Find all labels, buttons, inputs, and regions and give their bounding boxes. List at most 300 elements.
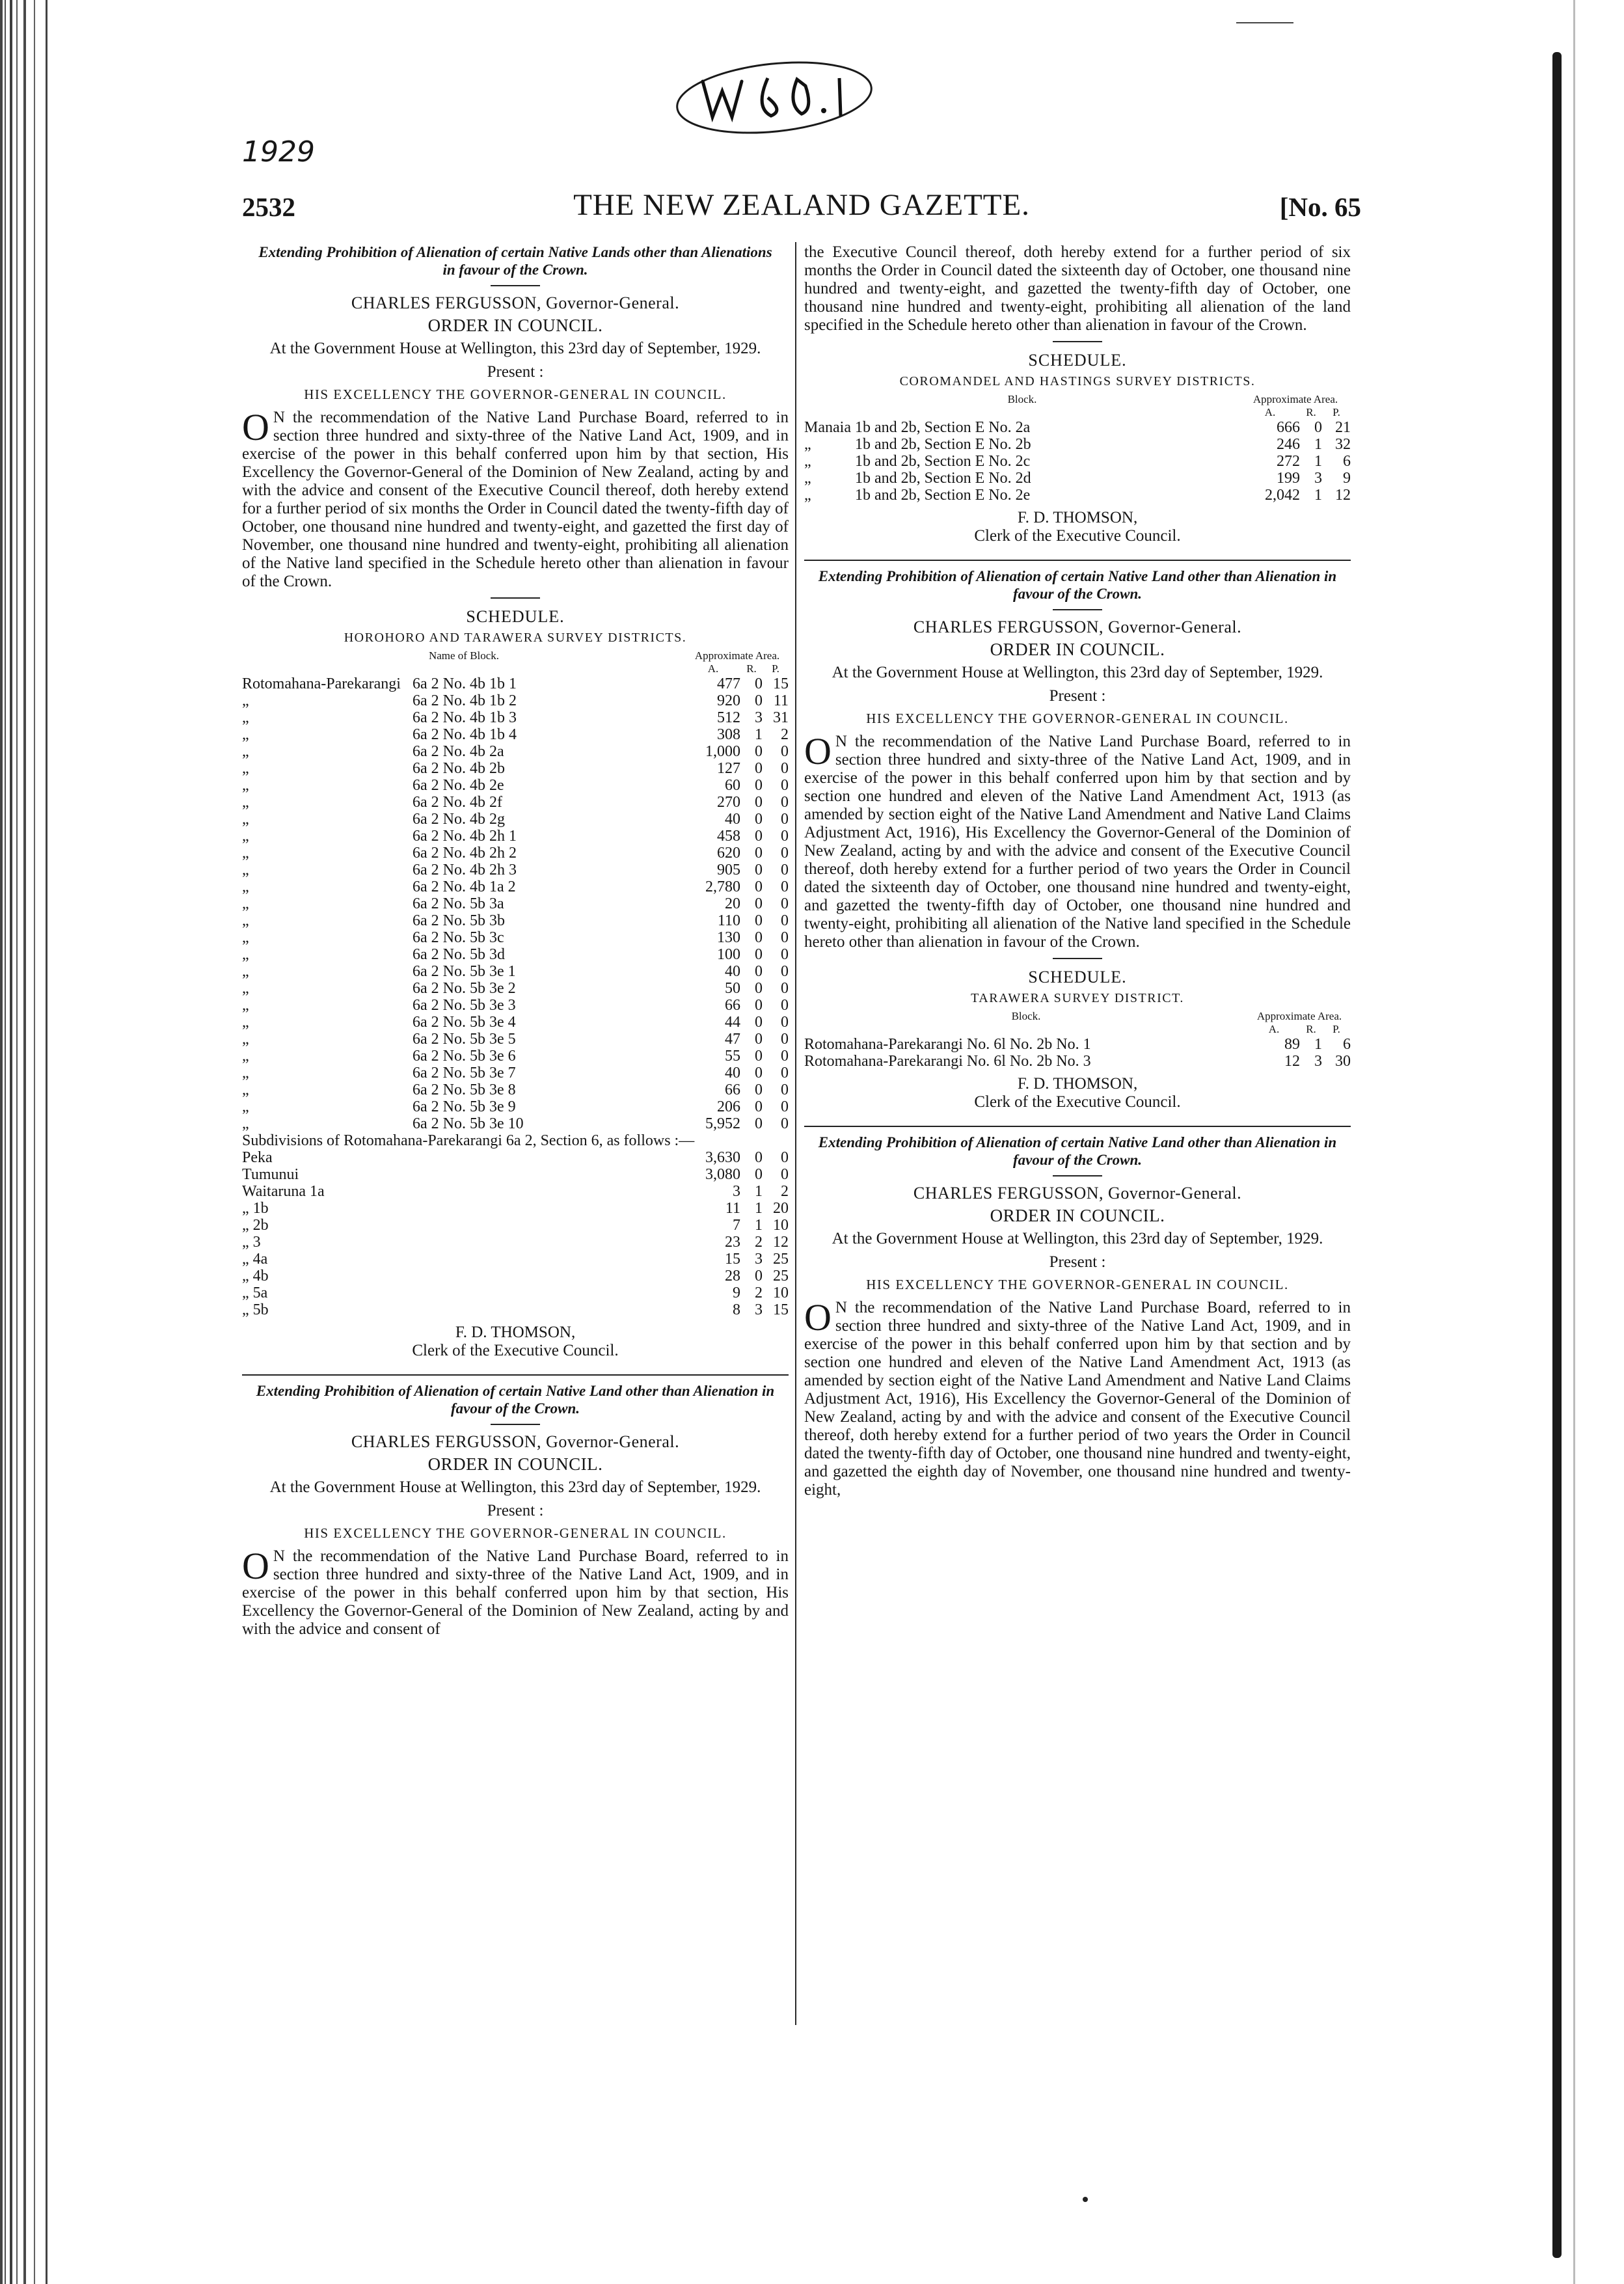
present-label: Present : [1049,687,1106,705]
area-roods: 3 [1314,1053,1322,1070]
place-date: At the Government House at Wellington, this 23rd day of September, 1929. [832,664,1323,681]
area-acres: 40 [725,811,740,828]
table-row [242,794,789,811]
short-rule [1053,609,1102,610]
area-roods: 0 [755,675,763,692]
col-header-area: Approximate Area. [1252,393,1338,405]
area-roods: 1 [755,1217,763,1234]
council-line: HIS EXCELLENCY THE GOVERNOR-GENERAL IN COUNCIL. [866,711,1289,726]
page-header [242,187,1361,229]
schedule-table [804,393,1351,504]
table-row [242,777,789,794]
table-row [242,1166,789,1183]
block-number: 6a 2 No. 5b 3e 6 [413,1048,516,1065]
scan-right-edge [1539,0,1598,2284]
table-row [242,878,789,895]
block-name: „ [242,1031,249,1048]
drop-cap: O [804,730,832,772]
block-name: „ 4b [242,1268,269,1285]
area-roods: 0 [755,1048,763,1065]
notice-body [242,1547,789,1638]
unit-perches: P. [1333,406,1340,418]
left-column [242,243,789,1638]
area-perches: 0 [781,980,789,997]
signer-title: Clerk of the Executive Council. [974,527,1181,545]
area-perches: 21 [1335,419,1351,436]
table-row [242,1081,789,1098]
table-row [242,760,789,777]
block-name: „ [242,794,249,811]
block-number: 6a 2 No. 4b 2a [413,743,504,760]
block-name: „ [242,760,249,777]
signer-name: F. D. THOMSON, [455,1324,576,1341]
notice-heading: Extending Prohibition of Alienation of certain Native Land other than Alienation in favour of the Crown. [818,1134,1337,1168]
area-roods: 0 [755,980,763,997]
handwritten-stamp [657,46,891,143]
block-number: 6a 2 No. 5b 3e 2 [413,980,516,997]
table-units [804,1023,1351,1036]
area-roods: 0 [755,1098,763,1115]
table-units [804,406,1351,419]
table-row [242,743,789,760]
area-perches: 9 [1343,470,1351,487]
stray-dot [1083,2197,1088,2202]
table-row [242,963,789,980]
area-roods: 0 [755,862,763,878]
area-roods: 0 [755,929,763,946]
area-perches: 0 [781,1048,789,1065]
area-acres: 5,952 [705,1115,740,1132]
area-roods: 0 [755,895,763,912]
place-date: At the Government House at Wellington, this 23rd day of September, 1929. [832,1230,1323,1247]
block-number: 6a 2 No. 5b 3e 5 [413,1031,516,1048]
table-row [242,1234,789,1251]
col-header-block: Block. [1007,393,1037,405]
area-perches: 0 [781,794,789,811]
area-perches: 30 [1335,1053,1351,1070]
area-perches: 25 [773,1268,789,1285]
block-number: 6a 2 No. 4b 1b 1 [413,675,517,692]
block-number: 1b and 2b, Section E No. 2d [855,470,1031,487]
block-number: 6a 2 No. 4b 1b 3 [413,709,517,726]
area-acres: 47 [725,1031,740,1048]
area-acres: 55 [725,1048,740,1065]
area-acres: 246 [1277,436,1300,453]
area-perches: 0 [781,760,789,777]
notice-body-text: N the recommendation of the Native Land Purchase Board, referred to in section three hundred and sixty-three of the Native Land Act, 1909, and in exercise of the power in this behalf conferred upon him by that section and by section one hundred and eleven of the Native Land Amendment Act, 1913 (as amended by section eight of the Native Land Amendment and Native Land Claims Adjustment Act, 1916), His Excellency the Governor-General of the Dominion of New Zealand, acting by and with the advice and consent of the Executive Council thereof, doth hereby extend for a further period of two years the Order in Council dated the twenty-fifth day of October, one thousand nine hundred and twenty-eight, and gazetted the eighth day of November, one thousand nine hundred and twenty-eight, [804,1299,1351,1499]
area-perches: 15 [773,1301,789,1318]
area-acres: 3,630 [705,1149,740,1166]
area-perches: 0 [781,895,789,912]
block-name: „ [242,1081,249,1098]
block-name: „ [242,743,249,760]
unit-roods: R. [1306,1023,1316,1035]
area-roods: 0 [755,811,763,828]
area-acres: 308 [717,726,740,743]
area-roods: 0 [755,828,763,845]
area-roods: 0 [755,1065,763,1081]
block-name: „ [804,436,811,453]
area-acres: 44 [725,1014,740,1031]
table-row [242,726,789,743]
table-units [242,662,789,675]
area-perches: 32 [1335,436,1351,453]
area-acres: 458 [717,828,740,845]
survey-district: COROMANDEL AND HASTINGS SURVEY DISTRICTS. [899,374,1256,388]
notice-body [804,730,1351,951]
short-rule [491,1424,540,1425]
area-roods: 0 [755,1115,763,1132]
area-perches: 31 [773,709,789,726]
signer-name: F. D. THOMSON, [1017,509,1138,526]
block-name: „ [242,997,249,1014]
table-row [242,929,789,946]
area-perches: 2 [781,1183,789,1200]
council-line: HIS EXCELLENCY THE GOVERNOR-GENERAL IN COUNCIL. [304,1525,727,1541]
area-roods: 1 [755,1200,763,1217]
block-name: Rotomahana-Parekarangi No. 6l No. 2b No. 3 [804,1053,1091,1070]
area-perches: 0 [781,997,789,1014]
area-roods: 0 [755,1268,763,1285]
present-label: Present : [1049,1253,1106,1271]
area-acres: 20 [725,895,740,912]
block-name: Tumunui [242,1166,299,1183]
block-number: 6a 2 No. 5b 3e 3 [413,997,516,1014]
area-roods: 0 [755,878,763,895]
table-row [242,1217,789,1234]
area-acres: 127 [717,760,740,777]
signer-name: F. D. THOMSON, [1017,1075,1138,1093]
block-name: „ [242,878,249,895]
block-name: „ [804,487,811,504]
area-perches: 12 [1335,487,1351,504]
long-rule [242,1374,789,1376]
block-number: 6a 2 No. 4b 2h 2 [413,845,517,862]
area-acres: 66 [725,997,740,1014]
area-roods: 0 [755,1031,763,1048]
table-row [242,980,789,997]
governor-line: CHARLES FERGUSSON, Governor-General. [913,618,1242,636]
survey-district: HOROHORO AND TARAWERA SURVEY DISTRICTS. [344,631,687,645]
area-acres: 1,000 [705,743,740,760]
block-number: 1b and 2b, Section E No. 2e [855,487,1031,504]
area-roods: 1 [755,726,763,743]
table-row [242,1183,789,1200]
area-acres: 40 [725,1065,740,1081]
table-row [804,1053,1351,1070]
governor-line: CHARLES FERGUSSON, Governor-General. [351,1432,680,1451]
area-perches: 12 [773,1234,789,1251]
table-row [242,1065,789,1081]
notice-body [242,406,789,591]
table-row [242,946,789,963]
block-name: Rotomahana-Parekarangi No. 6l No. 2b No. 1 [804,1036,1091,1053]
area-perches: 0 [781,912,789,929]
area-roods: 0 [755,760,763,777]
area-roods: 1 [1314,1036,1322,1053]
block-name: „ 1b [242,1200,269,1217]
area-acres: 3,080 [705,1166,740,1183]
area-perches: 0 [781,743,789,760]
drop-cap: O [242,406,269,448]
handwritten-year: 1929 [242,135,315,169]
table-row [242,1200,789,1217]
notice-body-continued: the Executive Council thereof, doth hereby extend for a further period of six months the Order in Council dated the sixteenth day of October, one thousand nine hundred and twenty-eight, and gazetted the twenty-fifth day of October, one thousand nine hundred and twenty-eight, prohibiting all alienation of the land specified in the Schedule hereto other than alienation in favour of the Crown. [804,243,1351,334]
right-column [804,243,1351,1499]
block-name: „ [242,946,249,963]
area-acres: 40 [725,963,740,980]
gazette-title: THE NEW ZEALAND GAZETTE. [573,188,1030,222]
table-row [242,675,789,692]
col-header-area: Approximate Area. [1256,1010,1342,1022]
short-rule [1053,1175,1102,1176]
unit-roods: R. [1306,406,1316,418]
schedule-title: SCHEDULE. [1028,968,1127,986]
block-number: 1b and 2b, Section E No. 2a [855,419,1031,436]
block-number: 1b and 2b, Section E No. 2c [855,453,1031,470]
area-roods: 3 [1314,470,1322,487]
area-perches: 2 [781,726,789,743]
block-number: 6a 2 No. 5b 3e 9 [413,1098,516,1115]
area-acres: 512 [717,709,740,726]
area-roods: 2 [755,1234,763,1251]
table-row [242,1115,789,1132]
block-name: „ [242,811,249,828]
drop-cap: O [242,1545,269,1587]
area-roods: 0 [755,1081,763,1098]
area-roods: 3 [755,1251,763,1268]
area-perches: 0 [781,1031,789,1048]
area-acres: 9 [733,1285,740,1301]
block-number: 6a 2 No. 4b 2g [413,811,505,828]
block-name: Manaia [804,419,851,436]
area-perches: 0 [781,811,789,828]
subdivision-note-row [242,1132,789,1149]
table-row [242,1251,789,1268]
area-acres: 199 [1277,470,1300,487]
area-acres: 50 [725,980,740,997]
block-name: „ [242,1065,249,1081]
area-perches: 0 [781,1166,789,1183]
notice-heading: Extending Prohibition of Alienation of certain Native Lands other than Alienations in favour of the Crown. [258,244,772,278]
block-name: Peka [242,1149,273,1166]
present-label: Present : [487,1502,544,1519]
notice-body-text: N the recommendation of the Native Land Purchase Board, referred to in section three hundred and sixty-three of the Native Land Act, 1909, and in exercise of the power in this behalf conferred upon him by that section, His Excellency the Governor-General of the Dominion of New Zealand, acting by and with the advice and consent of the Executive Council thereof, doth hereby extend for a further period of six months the Order in Council dated the twenty-fifth day of October, one thousand nine hundred and twenty-eight, and gazetted the first day of November, one thousand nine hundred and twenty-eight, prohibiting all alienation of the Native land specified in the Schedule hereto other than alienation in favour of the Crown. [242,409,789,590]
governor-line: CHARLES FERGUSSON, Governor-General. [351,293,680,312]
area-roods: 1 [1314,436,1322,453]
table-row [804,487,1351,504]
block-number: 6a 2 No. 5b 3e 7 [413,1065,516,1081]
subdivision-note: Subdivisions of Rotomahana-Parekarangi 6a 2, Section 6, as follows :— [242,1132,695,1149]
block-name: „ [242,980,249,997]
table-row [242,912,789,929]
area-roods: 0 [755,1166,763,1183]
area-perches: 0 [781,946,789,963]
area-roods: 2 [755,1285,763,1301]
table-row [242,1268,789,1285]
area-perches: 0 [781,845,789,862]
block-number: 6a 2 No. 5b 3c [413,929,504,946]
area-perches: 0 [781,1065,789,1081]
table-header [804,393,1351,406]
area-acres: 12 [1284,1053,1300,1070]
table-row [242,1301,789,1318]
block-name: „ [242,692,249,709]
block-name: „ [242,963,249,980]
area-roods: 1 [1314,487,1322,504]
table-row [804,419,1351,436]
area-perches: 0 [781,1115,789,1132]
area-acres: 2,042 [1265,487,1300,504]
schedule-title: SCHEDULE. [466,607,565,626]
notice-heading: Extending Prohibition of Alienation of certain Native Land other than Alienation in favour of the Crown. [256,1383,775,1417]
table-row [242,1098,789,1115]
table-row [804,470,1351,487]
table-row [242,997,789,1014]
area-perches: 10 [773,1217,789,1234]
survey-district: TARAWERA SURVEY DISTRICT. [971,991,1184,1005]
notice-body [804,1296,1351,1499]
place-date: At the Government House at Wellington, this 23rd day of September, 1929. [269,340,761,357]
block-number: 6a 2 No. 4b 2f [413,794,502,811]
unit-perches: P. [772,662,779,675]
block-name: „ [804,453,811,470]
area-acres: 110 [717,912,740,929]
area-acres: 270 [717,794,740,811]
page-number: 2532 [242,192,295,222]
block-number: 6a 2 No. 4b 1b 4 [413,726,517,743]
table-row [242,895,789,912]
area-perches: 0 [781,963,789,980]
block-name: „ 5a [242,1285,268,1301]
area-perches: 0 [781,878,789,895]
area-perches: 0 [781,1081,789,1098]
unit-perches: P. [1333,1023,1340,1035]
block-name: „ [242,912,249,929]
area-perches: 11 [773,692,789,709]
area-roods: 3 [755,1301,763,1318]
block-name: „ [242,895,249,912]
unit-acres: A. [707,662,719,675]
block-name: „ [242,929,249,946]
block-number: 1b and 2b, Section E No. 2b [855,436,1031,453]
area-roods: 0 [755,912,763,929]
table-row [242,845,789,862]
area-acres: 620 [717,845,740,862]
area-perches: 0 [781,1098,789,1115]
area-roods: 0 [755,963,763,980]
governor-line: CHARLES FERGUSSON, Governor-General. [913,1184,1242,1203]
scan-mark [1236,22,1293,23]
area-perches: 10 [773,1285,789,1301]
block-name: „ 5b [242,1301,269,1318]
block-number: 6a 2 No. 4b 1b 2 [413,692,517,709]
signer-title: Clerk of the Executive Council. [974,1093,1181,1111]
area-acres: 477 [717,675,740,692]
council-line: HIS EXCELLENCY THE GOVERNOR-GENERAL IN COUNCIL. [866,1277,1289,1292]
area-acres: 2,780 [705,878,740,895]
block-name: „ [242,1115,249,1132]
area-perches: 0 [781,1014,789,1031]
place-date: At the Government House at Wellington, this 23rd day of September, 1929. [269,1478,761,1496]
block-name: „ [242,1014,249,1031]
present-label: Present : [487,363,544,381]
area-roods: 0 [755,692,763,709]
area-acres: 100 [717,946,740,963]
unit-roods: R. [746,662,757,675]
block-name: „ [804,470,811,487]
table-row [804,453,1351,470]
area-acres: 206 [717,1098,740,1115]
table-row [242,862,789,878]
notice-body-text: N the recommendation of the Native Land Purchase Board, referred to in section three hundred and sixty-three of the Native Land Act, 1909, and in exercise of the power in this behalf conferred upon him by that section, His Excellency the Governor-General of the Dominion of New Zealand, acting by and with the advice and consent of [242,1547,789,1638]
area-perches: 6 [1343,453,1351,470]
block-name: Waitaruna 1a [242,1183,325,1200]
area-perches: 0 [781,777,789,794]
area-roods: 0 [1314,419,1322,436]
short-rule [491,285,540,286]
order-title: ORDER IN COUNCIL. [990,1206,1165,1225]
table-row [242,1014,789,1031]
order-title: ORDER IN COUNCIL. [990,640,1165,659]
block-name: „ [242,845,249,862]
table-header [242,649,789,662]
area-roods: 0 [755,777,763,794]
area-perches: 25 [773,1251,789,1268]
block-name: „ [242,709,249,726]
block-number: 6a 2 No. 5b 3e 10 [413,1115,524,1132]
block-name: „ [242,777,249,794]
short-rule [1053,958,1102,959]
area-roods: 0 [755,743,763,760]
area-roods: 0 [755,997,763,1014]
schedule-table [242,649,789,1318]
block-name: „ [242,862,249,878]
schedule-table [804,1010,1351,1070]
block-name: „ 2b [242,1217,269,1234]
area-acres: 60 [725,777,740,794]
area-acres: 905 [717,862,740,878]
block-number: 6a 2 No. 5b 3e 1 [413,963,516,980]
area-perches: 0 [781,929,789,946]
schedule-title: SCHEDULE. [1028,351,1127,370]
area-perches: 0 [781,828,789,845]
area-perches: 0 [781,862,789,878]
table-row [242,1031,789,1048]
table-row [242,1149,789,1166]
block-name: „ [242,1098,249,1115]
notice-body-text: N the recommendation of the Native Land Purchase Board, referred to in section three hundred and sixty-three of the Native Land Act, 1909, and in exercise of the power in this behalf conferred upon him by that section and by section one hundred and eleven of the Native Land Amendment Act, 1913 (as amended by section eight of the Native Land Amendment and Native Land Claims Adjustment Act, 1916), His Excellency the Governor-General of the Dominion of New Zealand, acting by and with the advice and consent of the Executive Council thereof, doth hereby extend for a further period of two years the Order in Council dated the sixteenth day of October, one thousand nine hundred and twenty-eight, and gazetted the twenty-fifth day of October, one thousand nine hundred and twenty-eight, prohibiting all alienation of the Native land specified in the Schedule hereto other than alienation in favour of the Crown. [804,733,1351,951]
table-row [242,692,789,709]
table-row [804,436,1351,453]
area-acres: 920 [717,692,740,709]
block-number: 6a 2 No. 4b 2h 3 [413,862,517,878]
issue-number: [No. 65 [1279,192,1361,222]
area-roods: 0 [755,794,763,811]
table-row [242,709,789,726]
council-line: HIS EXCELLENCY THE GOVERNOR-GENERAL IN COUNCIL. [304,387,727,402]
block-number: 6a 2 No. 4b 2e [413,777,504,794]
order-title: ORDER IN COUNCIL. [427,316,603,335]
table-header [804,1010,1351,1023]
block-number: 6a 2 No. 5b 3a [413,895,504,912]
col-header-block: Block. [1011,1010,1041,1022]
long-rule [804,560,1351,561]
col-header-area: Approximate Area. [694,649,780,662]
area-perches: 15 [773,675,789,692]
block-name: „ [242,828,249,845]
area-acres: 666 [1277,419,1300,436]
